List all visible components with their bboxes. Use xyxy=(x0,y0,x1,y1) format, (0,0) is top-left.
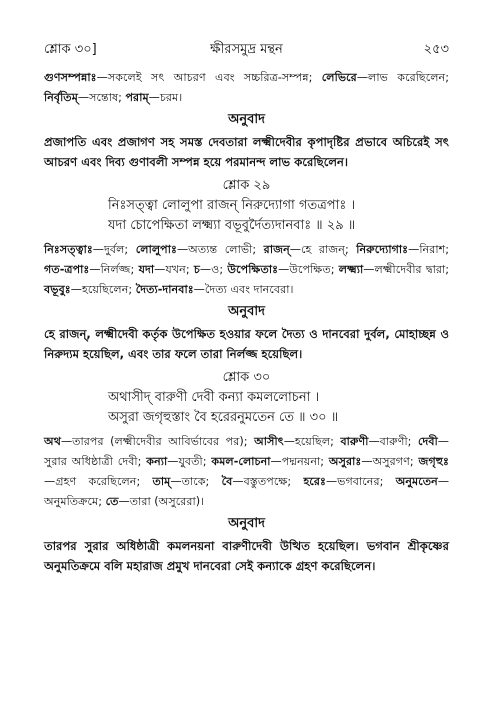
running-header xyxy=(44,40,449,58)
translation-heading: অনুবাদ xyxy=(228,112,265,127)
verse-29-line-1: নিঃসত্ত্বা লোলুপা রাজন্ নিরুদ্যোগা গতত্রপাঃ । xyxy=(108,198,356,213)
word-meanings-29 xyxy=(44,240,449,300)
gloss-term: দৈত্য-দানবাঃ xyxy=(135,283,194,296)
gloss-term: অথ xyxy=(44,435,61,448)
gloss-term: লক্ষ্ম্যা xyxy=(338,263,364,276)
page-content xyxy=(44,68,449,576)
gloss-meaning: —ও; xyxy=(199,263,224,276)
gloss-meaning: —ভগবানের; xyxy=(325,475,384,488)
verse-30-line-2: অসুরা জগৃহুস্তাং বৈ হরেরনুমতেন তে ॥ ৩০ ॥ xyxy=(108,410,339,425)
gloss-meaning: —দুর্বল; xyxy=(92,243,129,256)
verse-29-line-2: যদা চোপেক্ষিতা লক্ষ্ম্যা বভূবুর্দৈত্যদানবাঃ ॥ ২৯ ॥ xyxy=(108,218,356,233)
gloss-term: গত-ত্রপাঃ xyxy=(44,263,90,276)
verse-29-text xyxy=(44,196,449,236)
gloss-meaning: —সন্তোষ; xyxy=(77,91,122,104)
gloss-term: অনুমতেন xyxy=(395,475,438,488)
gloss-meaning: —হয়েছিল; xyxy=(283,435,334,448)
gloss-term: উপেক্ষিতাঃ xyxy=(227,263,279,276)
gloss-term: চ xyxy=(193,263,200,276)
gloss-term: আসীৎ xyxy=(254,435,284,448)
gloss-meaning: —গ্রহণ করেছিলেন; xyxy=(44,475,141,488)
gloss-meaning: —উপেক্ষিত; xyxy=(278,263,335,276)
translation-30: তারপর সুরার অধিষ্ঠাত্রী কমলনয়না বারুণীদেবী উত্থিত হয়েছিল। ভগবান শ্রীকৃষ্ণের অনুমতিক্রমে বলি মহারাজ প্রমুখ দানবেরা সেই কন্যাকে গ্রহণ করেছিলেন। xyxy=(44,539,449,573)
gloss-term: বৈ xyxy=(221,475,233,488)
gloss-meaning: —অসুরগণ; xyxy=(361,455,414,468)
gloss-term: পরাম্ xyxy=(125,91,149,104)
gloss-meaning: —হে রাজন্; xyxy=(289,243,349,256)
gloss-term: নির্বৃতিম্ xyxy=(44,91,78,104)
gloss-meaning: —যুবতী; xyxy=(167,455,207,468)
gloss-term: তাম্ xyxy=(152,475,171,488)
gloss-meaning: —সকলেই সৎ আচরণ এবং সচ্চরিত্র-সম্পন্ন; xyxy=(96,71,313,84)
gloss-term: নিরুদ্যোগাঃ xyxy=(356,243,409,256)
gloss-meaning: —দৈত্য এবং দানবেরা। xyxy=(193,283,294,296)
translation-28: প্রজাপতি এবং প্রজাগণ সহ সমস্ত দেবতারা লক্ষ্মীদেবীর কৃপাদৃষ্টির প্রভাবে অচিরেই সৎ আচরণ এবং দিব্য গুণাবলী সম্পন্ন হয়ে পরমানন্দ লাভ করেছিলেন। xyxy=(44,135,449,169)
translation-heading: অনুবাদ xyxy=(228,516,265,531)
gloss-meaning: —তাকে; xyxy=(170,475,210,488)
gloss-meaning: —বস্তুতপক্ষে; xyxy=(232,475,292,488)
verse-30-text xyxy=(44,388,449,428)
gloss-meaning: —নিরাশ; xyxy=(408,243,449,256)
gloss-term: কমল-লোচনা xyxy=(211,455,271,468)
verse-30-title: শ্লোক ৩০ xyxy=(222,370,271,385)
gloss-term: হরেঃ xyxy=(303,475,326,488)
gloss-meaning: —চরম। xyxy=(148,91,183,104)
verse-30-line-1: অথাসীদ্ বারুণী দেবী কন্যা কমললোচনা । xyxy=(108,390,320,405)
gloss-meaning: —সুরার অধিষ্ঠাত্রী দেবী; xyxy=(44,435,449,468)
word-meanings-28 xyxy=(44,68,449,108)
gloss-term: তে xyxy=(105,495,119,508)
gloss-term: অসুরাঃ xyxy=(328,455,362,468)
gloss-term: রাজন্ xyxy=(263,243,290,256)
gloss-term: লোলুপাঃ xyxy=(135,243,177,256)
header-verse-ref: শ্লোক ৩০] xyxy=(44,42,97,57)
gloss-meaning: —লক্ষ্মীদেবীর দ্বারা; xyxy=(363,263,450,276)
gloss-meaning: —যখন; xyxy=(154,263,190,276)
gloss-term: নিঃসত্ত্বাঃ xyxy=(44,243,93,256)
translation-heading: অনুবাদ xyxy=(228,304,265,319)
word-meanings-30 xyxy=(44,432,449,512)
verse-29-title: শ্লোক ২৯ xyxy=(222,178,271,193)
gloss-meaning: —তারা (অসুরেরা)। xyxy=(118,495,205,508)
gloss-term: দেবী xyxy=(417,435,438,448)
gloss-meaning: —অত্যন্ত লোভী; xyxy=(176,243,257,256)
page-number: ২৫৩ xyxy=(423,42,449,57)
gloss-term: জগৃহুঃ xyxy=(418,455,449,468)
gloss-term: কন্যা xyxy=(146,455,168,468)
gloss-term: বভূবুঃ xyxy=(44,283,71,296)
header-chapter-title: ক্ষীরসমুদ্র মন্থন xyxy=(210,42,283,57)
gloss-meaning: —নির্লজ্জ; xyxy=(89,263,135,276)
gloss-meaning: —হয়েছিলেন; xyxy=(70,283,133,296)
gloss-term: যদা xyxy=(138,263,155,276)
gloss-term: গুণসম্পন্নাঃ xyxy=(44,71,97,84)
translation-29: হে রাজন্, লক্ষ্মীদেবী কর্তৃক উপেক্ষিত হওয়ার ফলে দৈত্য ও দানবেরা দুর্বল, মোহাচ্ছন্ন ও নিরুদ্যম হয়েছিল, এবং তার ফলে তারা নির্লজ্জ হয়েছিল। xyxy=(44,327,449,361)
gloss-meaning: —বারুণী; xyxy=(368,435,412,448)
gloss-term: লেভিরে xyxy=(321,71,357,84)
gloss-term: বারুণী xyxy=(340,435,369,448)
gloss-meaning: —পদ্মনয়না; xyxy=(270,455,325,468)
gloss-meaning: —অনুমতিক্রমে; xyxy=(44,475,450,508)
gloss-meaning: —তারপর (লক্ষ্মীদেবীর আবির্ভাবের পর); xyxy=(60,435,248,448)
gloss-meaning: —লাভ করেছিলেন; xyxy=(356,71,449,84)
